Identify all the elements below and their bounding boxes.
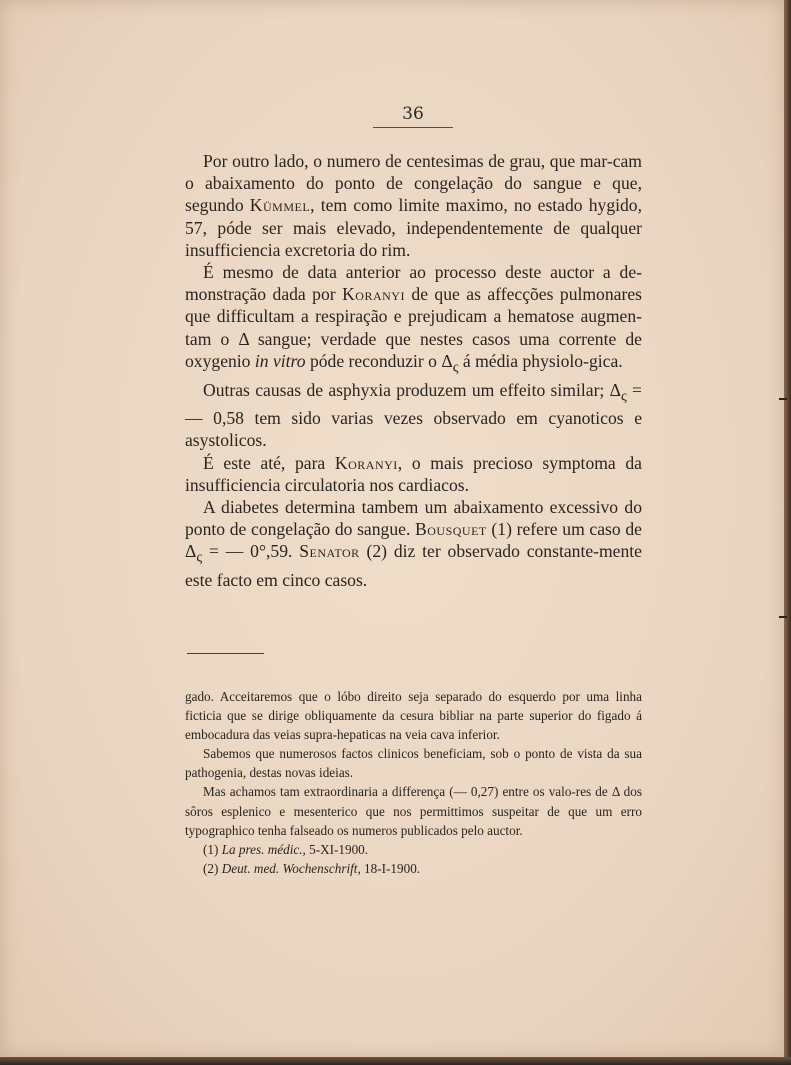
paragraph-4: É este até, para Koranyi, o mais precioso symptoma da insufficiencia circulatoria nos cardiacos. — [185, 452, 642, 495]
footnote-reference-1: (1) La pres. médic., 5-XI-1900. — [203, 841, 369, 857]
journal-title: Deut. med. Wochenschrift — [221, 860, 358, 876]
margin-mark — [779, 398, 787, 400]
page-number: 36 — [402, 104, 424, 124]
author-name: Koranyi — [342, 284, 405, 305]
paragraph-5: A diabetes determina tambem um abaixamento excessivo do ponto de congelação do sangue. Bousquet (1) refere um caso de $\Delta_\varsigma$ = — 0°,59. Senator (2) diz ter observado constante-mente este facto em cinco casos. — [185, 497, 642, 591]
page-edge-right — [784, 0, 791, 1065]
body-text — [185, 150, 642, 591]
journal-title: La pres. médic. — [221, 841, 303, 857]
footnote-continuation: gado. Acceitaremos que o lóbo direito seja separado do esquerdo por uma linha ficticia que se dirige obliquamente da cesura bibliar na parte superior do figado á embocadura das veias supra-hepaticas na veia cava inferior. — [185, 689, 642, 743]
footnote-separator — [187, 653, 264, 654]
subscript: ς — [196, 550, 203, 566]
paragraph-3: Outras causas de asphyxia produzem um effeito similar; $\Delta_\varsigma$ = — 0,58 tem sido varias vezes observado em cyanoticos e asystolicos. — [185, 379, 642, 451]
margin-mark — [779, 616, 787, 618]
author-name: Bousquet — [415, 519, 487, 540]
paragraph-1: Por outro lado, o numero de centesimas de grau, que mar-cam o abaixamento do ponto de congelação do sangue e que, segundo Kümmel, tem como limite maximo, no estado hygido, 57, póde ser mais elevado, independentemente de qualquer insufficiencia excretoria do rim. — [185, 151, 642, 260]
subscript: ς — [452, 359, 459, 376]
footnote-paragraph: Mas achamos tam extraordinaria a differença (— 0,27) entre os valo-res de Δ dos sôros esplenico e mesenterico que nos permittimos suspeitar de que um erro typographico tenha falseado os numeros publicados pelo auctor. — [185, 784, 642, 838]
italic-phrase: in vitro — [254, 350, 306, 371]
page-edge-bottom — [0, 1057, 791, 1065]
author-name: Koranyi — [334, 452, 398, 473]
footnotes — [185, 687, 642, 878]
author-name: Kümmel — [249, 195, 311, 216]
footnote-paragraph: Sabemos que numerosos factos clinicos beneficiam, sob o ponto de vista da sua pathogenia, destas novas ideias. — [185, 746, 642, 781]
paragraph-2: É mesmo de data anterior ao processo deste auctor a de-monstração dada por Koranyi de que as affecções pulmonares que difficultam a respiração e prejudicam a hematose augmen-tam o Δ sangue; verdade que nestes casos uma corrente de oxygenio in vitro póde reconduzir o $\Delta_\varsigma$ á média physiolo-gica. — [185, 262, 642, 376]
page-number-rule — [373, 127, 453, 128]
footnote-reference-2: (2) Deut. med. Wochenschrift, 18-I-1900. — [203, 860, 421, 876]
author-name: Senator — [299, 541, 360, 562]
subscript: ς — [620, 388, 627, 405]
